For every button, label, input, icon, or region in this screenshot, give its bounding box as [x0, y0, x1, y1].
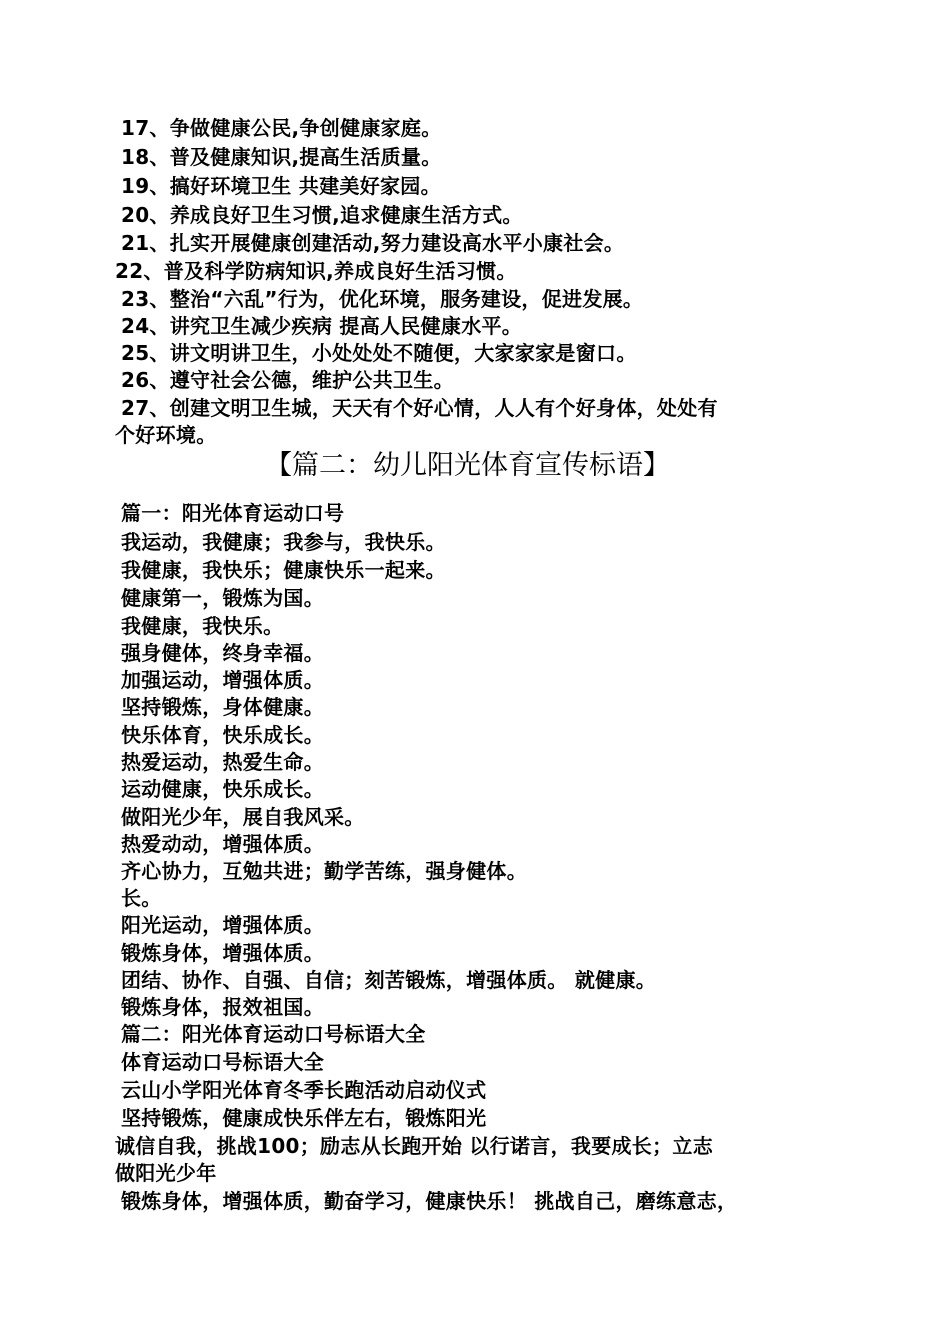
slogan-line: 长。 — [121, 886, 162, 910]
slogan-line-24: 24、讲究卫生减少疾病 提高人民健康水平。 — [121, 314, 523, 338]
slogan-line-23: 23、整治“六乱”行为，优化环境，服务建设，促进发展。 — [121, 287, 644, 311]
slogan-line: 健康第一，锻炼为国。 — [121, 586, 324, 610]
slogan-line: 做阳光少年，展自我风采。 — [121, 805, 365, 829]
subsection-title: 篇一：阳光体育运动口号 — [121, 501, 345, 525]
slogan-line-22: 22、普及科学防病知识,养成良好生活习惯。 — [115, 259, 517, 283]
subsection-title: 篇二：阳光体育运动口号标语大全 — [121, 1022, 426, 1046]
slogan-line: 我健康，我快乐。 — [121, 614, 284, 638]
slogan-line-27: 27、创建文明卫生城，天天有个好心情，人人有个好身体，处处有 — [121, 396, 718, 420]
slogan-line: 阳光运动，增强体质。 — [121, 913, 324, 937]
slogan-line: 强身健体，终身幸福。 — [121, 641, 324, 665]
slogan-line: 锻炼身体，增强体质，勤奋学习，健康快乐！ 挑战自己，磨练意志， — [121, 1189, 738, 1213]
section-heading: 【篇二：幼儿阳光体育宣传标语】 — [265, 450, 670, 481]
slogan-line: 诚信自我，挑战100；励志从长跑开始 以行诺言，我要成长；立志 — [115, 1134, 714, 1158]
slogan-line: 快乐体育，快乐成长。 — [121, 723, 324, 747]
slogan-line: 坚持锻炼，健康成快乐伴左右，锻炼阳光 — [121, 1106, 487, 1130]
slogan-line: 加强运动，增强体质。 — [121, 668, 324, 692]
slogan-line-25: 25、讲文明讲卫生，小处处处不随便，大家家家是窗口。 — [121, 341, 637, 365]
slogan-line: 坚持锻炼，身体健康。 — [121, 695, 324, 719]
slogan-line: 我运动，我健康；我参与，我快乐。 — [121, 530, 446, 554]
slogan-line: 我健康，我快乐；健康快乐一起来。 — [121, 558, 446, 582]
slogan-line-26: 26、遵守社会公德，维护公共卫生。 — [121, 368, 454, 392]
slogan-line-27-continued: 个好环境。 — [115, 423, 217, 447]
slogan-line: 热爱动动，增强体质。 — [121, 832, 324, 856]
slogan-line: 云山小学阳光体育冬季长跑活动启动仪式 — [121, 1078, 487, 1102]
slogan-line: 锻炼身体，报效祖国。 — [121, 995, 324, 1019]
slogan-line-18: 18、普及健康知识,提高生活质量。 — [121, 145, 442, 169]
slogan-line-20: 20、养成良好卫生习惯,追求健康生活方式。 — [121, 203, 523, 227]
slogan-line: 锻炼身体，增强体质。 — [121, 941, 324, 965]
slogan-line-17: 17、争做健康公民,争创健康家庭。 — [121, 116, 442, 140]
slogan-line: 热爱运动，热爱生命。 — [121, 750, 324, 774]
slogan-line: 体育运动口号标语大全 — [121, 1050, 324, 1074]
slogan-line: 团结、协作、自强、自信；刻苦锻炼，增强体质。 就健康。 — [121, 968, 657, 992]
slogan-line-19: 19、搞好环境卫生 共建美好家园。 — [121, 174, 441, 198]
slogan-line: 运动健康，快乐成长。 — [121, 777, 324, 801]
slogan-line-21: 21、扎实开展健康创建活动,努力建设高水平小康社会。 — [121, 231, 625, 255]
slogan-line: 齐心协力，互勉共进；勤学苦练，强身健体。 — [121, 859, 527, 883]
slogan-line: 做阳光少年 — [115, 1161, 217, 1185]
